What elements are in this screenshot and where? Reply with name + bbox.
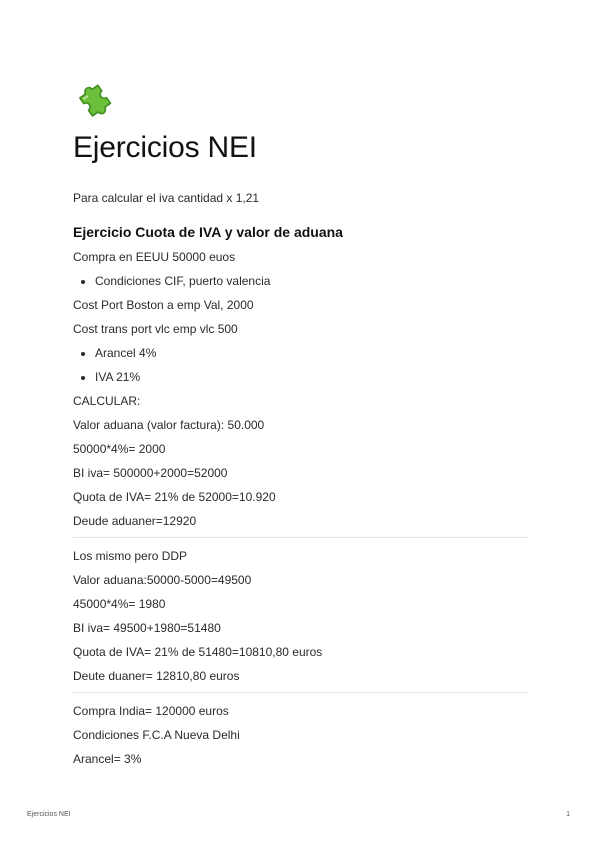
divider	[73, 692, 528, 693]
section-1	[73, 249, 528, 529]
divider	[73, 537, 528, 538]
text-line: Compra India= 120000 euros	[73, 704, 229, 718]
bullet-list	[73, 273, 528, 289]
text-line: Valor aduana (valor factura): 50.000	[73, 418, 265, 432]
text-line: Deude aduaner=12920	[73, 514, 197, 528]
text-line: Deute duaner= 12810,80 euros	[73, 669, 240, 683]
list-item: • Condiciones CIF, puerto valencia	[95, 273, 528, 289]
text-line: Quota de IVA= 21% de 51480=10810,80 euros	[73, 645, 323, 659]
text-line: CALCULAR:	[73, 394, 141, 408]
text-line: Arancel= 3%	[73, 752, 142, 766]
text-line: Cost Port Boston a emp Val, 2000	[73, 298, 254, 312]
text-line: Condiciones F.C.A Nueva Delhi	[73, 728, 240, 742]
document-page	[73, 78, 528, 775]
text-line: Los mismo pero DDP	[73, 549, 188, 563]
text-line: Cost trans port vlc emp vlc 500	[73, 322, 238, 336]
text-line: BI iva= 500000+2000=52000	[73, 466, 228, 480]
section-heading: Ejercicio Cuota de IVA y valor de aduana	[73, 224, 343, 240]
text-line: 45000*4%= 1980	[73, 597, 166, 611]
text-line: Valor aduana:50000-5000=49500	[73, 573, 252, 587]
puzzle-piece-icon	[73, 78, 115, 120]
text-line: BI iva= 49500+1980=51480	[73, 621, 221, 635]
list-item: • IVA 21%	[95, 369, 528, 385]
text-line: Quota de IVA= 21% de 52000=10.920	[73, 490, 276, 504]
section-2	[73, 548, 528, 684]
intro-text: Para calcular el iva cantidad x 1,21	[73, 191, 260, 205]
list-item: • Arancel 4%	[95, 345, 528, 361]
bullet-list	[73, 345, 528, 385]
footer-title: Ejercicios NEI	[27, 811, 71, 818]
text-line: 50000*4%= 2000	[73, 442, 166, 456]
text-line: Compra en EEUU 50000 euos	[73, 250, 236, 264]
page-footer	[27, 811, 570, 818]
page-title: Ejercicios NEI	[73, 131, 257, 164]
page-number: 1	[566, 811, 570, 818]
section-3	[73, 703, 528, 767]
